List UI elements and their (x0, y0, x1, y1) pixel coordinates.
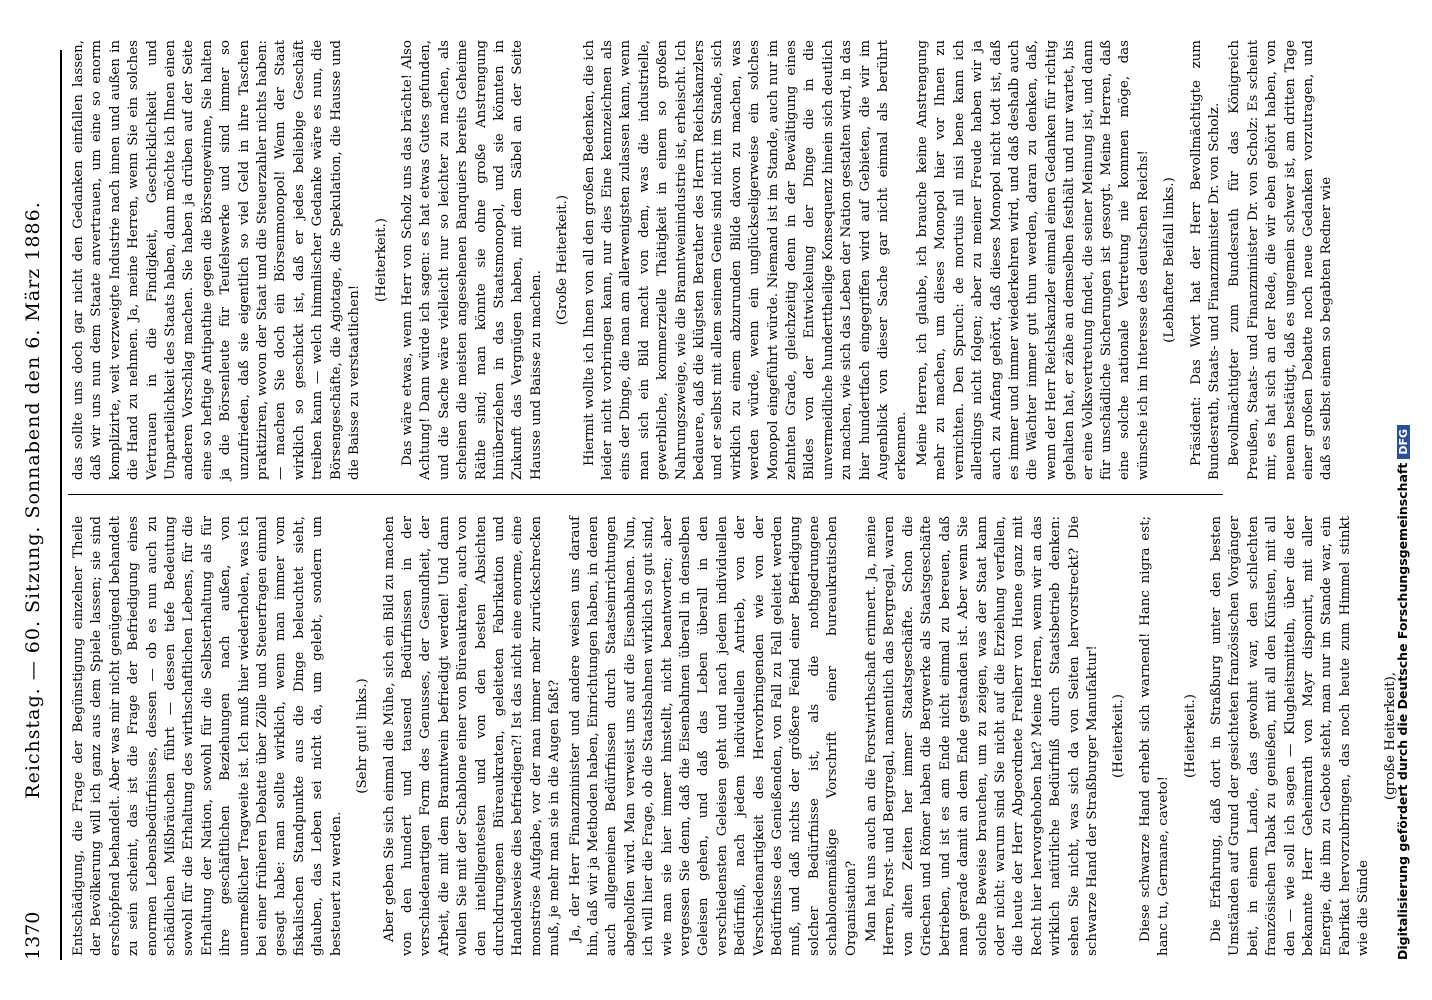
text-column-left (70, 516, 1398, 956)
paragraph: Meine Herren, ich glaube, ich brauche keine Anstrengung mehr zu machen, um dieses Monopol hier vor Ihnen zu vernichten. Den Spruch: de mortuis nil nisi bene kann ich allerdings nicht folgen; aber zu meiner Freude haben wir ja auch zu Anfang gehört, daß dieses Monopol nicht todt ist, daß es immer und immer wiederkehren wird, und daß deshalb auch die Wächter immer gut thun werden, daran zu denken, daß, wenn der Herr Reichskanzler einmal einen Gedanken für richtig gehalten hat, er zähe an demselben festhält und nur wartet, bis er eine Volksvertretung findet, die seiner Meinung ist, und dann für unschädliche Sicherungen ist gesorgt. Meine Herren, daß eine solche nationale Vertretung nie kommen möge, das wünsche ich im Interesse des deutschen Reichs! (914, 40, 1151, 480)
paragraph: Hiermit wollte ich Ihnen von all den großen Bedenken, die ich leider nicht vorbringen kann, nur dies Eine kennzeichnen als eins der Dinge, die man am allerwenigsten zulassen kann, wenn man sich ein Bild macht von dem, was die industrielle, gewerbliche, kommerzielle Thätigkeit in einem so großen Nahrungszweige, wie die Branntweinindustrie ist, erheischt. Ich bedauere, daß die klügsten Berather des Herrn Reichskanzlers und er selbst mit allem seinem Genie sind nicht im Stande, sich wirklich zu einem abzurunden Bilde davon zu machen, was werden würde, wenn ein unglückseligerweise ein solches Monopol eingeführt würde. Niemand ist im Stande, auch nur im zehnten Grade, gleichzeitig denn in der Bewältigung eines Bildes von der Entwickelung der Dinge die in die unvermeidliche hunderttheilige Konsequenz hinein sich deutlich zu machen, wie sich das Leben der Nation gestalten wird, in das hier hundertfach eingegriffen wird auf Gebieten, die wir im Augenblick von dieser Sache gar nicht einmal als berührt erkennen. (581, 40, 910, 480)
text-column-right (70, 40, 1335, 480)
column-divider (68, 494, 1223, 495)
interjection: (Große Heiterkeit.) (555, 194, 571, 326)
page-title: Reichstag. — 60. Sitzung. Sonnabend den 6. März 1886. (22, 201, 44, 799)
interjection: (Heiterkeit.) (1182, 694, 1198, 778)
interjection: (Lebhafter Beifall links.) (1162, 177, 1178, 343)
paragraph: Entschädigung, die Frage der Begünstigung einzelner Theile der Bevölkerung will ich ganz aus dem Spiele lassen; sie sind erschöpfend behandelt. Aber was mir nicht genügend behandelt zu sein scheint, das ist die Frage der Befriedigung eines enormen Lebensbedürfnisses, dessen — ob es nun auch zu schädlichen Mißbräuchen führt — dessen tiefe Bedeutung sowohl für die Erhaltung des wirthschaftlichen Lebens, für die Erhaltung der Nation, sowohl für die Selbsterhaltung als für ihre geschäftlichen Beziehungen nach außen, von unermeßlicher Tragweite ist. Ich muß hier wiederholen, was ich bei einer früheren Debatte über Zölle und Steuerfragen einmal gesagt habe: man sollte wirklich, wenn man immer vom fiskalischen Standpunkte aus die Dinge beleuchtet sieht, glauben, das Leben sei nicht da, um gelebt, sondern um besteuert zu werden. (71, 516, 344, 956)
funding-credit (1395, 40, 1419, 960)
dfg-logo: DFG (1397, 425, 1410, 459)
speaker-paragraph: Präsident: Das Wort hat der Herr Bevollmächtigte zum Bundesrath, Staats- und Finanzminister Dr. von Scholz. (1188, 40, 1222, 480)
interjection: (Heiterkeit.) (1111, 694, 1127, 778)
speaker-paragraph: Bevollmächtigter zum Bundesrath für das Königreich Preußen, Staats- und Finanzminister Dr. von Scholz: Es scheint mir, es hat sich an der Rede, die wir eben gehört haben, von neuem bestätigt, daß es ungemein schwer ist, am dritten Tage einer großen Debatte noch neue Gedanken vorzutragen, und daß es selbst einem so begabten Redner wie (1227, 40, 1335, 480)
interjection: (Heiterkeit.) (373, 218, 389, 302)
funding-credit-text: Digitalisierung gefördert durch die Deutsche Forschungsgemeinschaft (1395, 462, 1410, 960)
paragraph: das sollte uns doch gar nicht den Gedanken einfallen lassen, daß wir uns nun dem Staate anvertrauen, um eine so enorm komplizirte, weit verzweigte Industrie nach innen und außen in die Hand zu nehmen. Ja, meine Herren, wenn Sie ein solches Vertrauen in die Findigkeit, Geschicklichkeit und Unparteilichkeit des Staats haben, dann möchte ich Ihnen einen anderen Vorschlag machen. Sie haben ja drüben auf der Seite eine so heftige Antipathie gegen die Börsengewinne, Sie halten ja die Börsenleute für Teufelswerke und sind immer so unzufrieden, daß sie eigentlich so viel Geld in ihre Taschen praktiziren, wovon der Staat und die Steuerzahler nichts haben: — machen Sie doch ein Börsenmonopol! Wenn der Staat wirklich so geschickt ist, daß er jedes beliebige Geschäft treiben kann — welch himmlischer Gedanke wäre es nun, die Börsengeschäfte, die Agiotage, die Spekulation, die Hausse und die Baisse zu verstaatlichen! (71, 40, 363, 480)
paragraph: Das wäre etwas, wenn Herr von Scholz uns das brächte! Also Achtung! Dann würde ich sagen: es hat etwas Gutes gefunden, und die Sache wäre vielleicht nur so leichter zu machen, als scheinen die meisten angesehenen Banquiers bereits Geheime Räthe sind; man könnte sie ohne große Anstrengung hinüberziehen in das Staatsmonopol, und sie könnten in Zukunft das Vergnügen haben, mit dem Säbel an der Seite Hausse und Baisse zu machen. (399, 40, 544, 480)
interjection: (große Heiterkeit), (1382, 671, 1398, 801)
paragraph: Man hat uns auch an die Forstwirthschaft erinnert. Ja, meine Herren, Forst- und Bergregal, namentlich das Bergregal, waren von alten Zeiten her immer Staatsgeschäfte. Schon die Griechen und Römer haben die Bergwerke als Staatsgeschäfte betrieben, und ist es am Ende nicht einmal zu bereuen, daß man gerade damit an dem Ende gestanden ist. Aber wenn Sie solche Beweise brauchen, um zu zeigen, was der Staat kann oder nicht: warum sind Sie nicht auf die Erziehung verfallen, die heute der Herr Abgeordnete Freiherr von Huene ganz mit Recht hier hervorgehoben hat? Meine Herren, wenn wir an das wirklich natürliche Bedürfniß durch Staatsbetrieb denken: sehen Sie nicht, was sich da von Seiten hervorstreckt? Die schwarze Hand der Straßburger Manufaktur! (864, 516, 1100, 956)
page-header (22, 40, 56, 960)
interjection: (Sehr gut! links.) (355, 678, 371, 794)
paragraph: Ja, der Herr Finanzminister und andere weisen uns darauf hin, daß wir ja Methoden haben, Einrichtungen haben, in denen auch allgemeinen Bedürfnissen durch Staatseinrichtungen abgeholfen wird. Man verweist uns auf die Eisenbahnen. Nun, ich will hier die Frage, ob die Staatsbahnen wirklich so gut sind, wie man sie hier immer hinstellt, nicht beantworten; aber vergessen Sie denn, daß die Eisenbahnen überall in denselben Geleisen gehen, und daß das Leben überall in den verschiedensten Geleisen geht und nach jedem individuellen Bedürfniß, nach jedem individuellen Antrieb, von der Verschiedenartigkeit des Hervorbringenden wie von der Bedürfnisse des Genießenden, von Fall zu Fall geleitet werden muß, und daß nichts der größere Feind einer Befriedigung solcher Bedürfnisse ist, als die nothgedrungene schablonenmäßige Vorschrift einer bureaukratischen Organisation? (567, 516, 859, 956)
paragraph: Aber geben Sie sich einmal die Mühe, sich ein Bild zu machen von den hundert und tausend Bedürfnissen in der verschiedenartigen Form des Genusses, der Gesundheit, der Arbeit, die mit dem Branntwein befriedigt werden! Und dann wollen Sie mit der Schablone einer von Büreaukraten, auch von den intelligentesten und von den besten Absichten durchdrungenen Büreaukraten, geleiteten Fabrikation und Handelsweise dies befriedigen?! Ist das nicht eine enorme, eine monströse Aufgabe, vor der man immer mehr zurückschrecken muß, je mehr man sie in die Augen faßt? (381, 516, 563, 956)
header-rule (60, 50, 62, 960)
paragraph: Diese schwarze Hand erhebt sich warnend! Hanc nigra est; hanc tu, Germane, caveto! (1137, 516, 1172, 956)
page-number: 1370 (22, 911, 44, 960)
paragraph: Die Erfahrung, daß dort in Straßburg unter den besten Umständen auf Grund der gesichteten französischen Vorgänger beit, in einem Lande, das gewohnt war, den schlechten französischen Tabak zu genießen, mit all den Künsten, mit all den — wie soll ich sagen — Klugheitsmitteln, über die der bekannte Herr Geheimrath von Mayr disponirt, mit aller Energie, die ihm zu Gebote steht, man nur im Stande war, ein Fabrikat hervorzubringen, das noch heute zum Himmel stinkt wie die Sünde (1208, 516, 1372, 956)
